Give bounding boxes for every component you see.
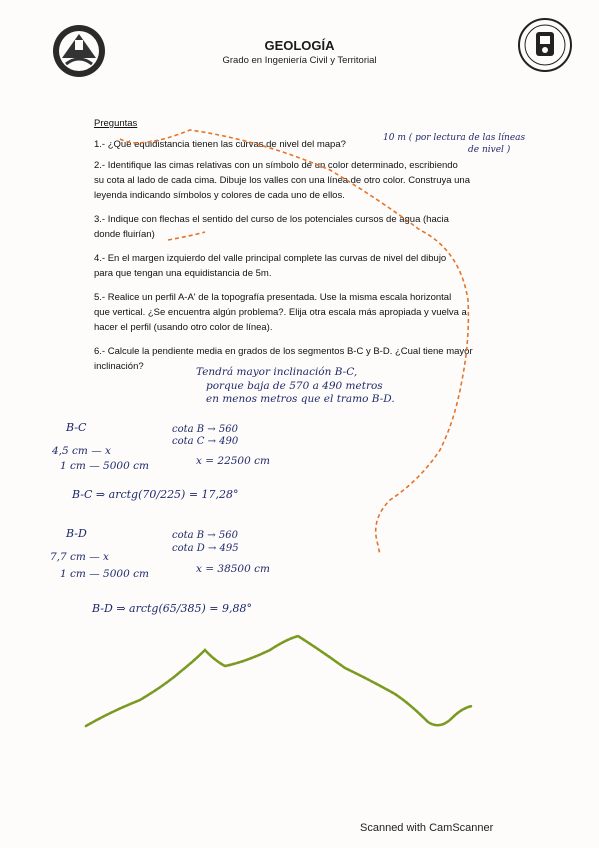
calc-bd-cota-d: cota D → 495 — [172, 543, 239, 554]
calc-bd-label: B-D — [66, 527, 87, 540]
question-4-line-2: para que tengan una equidistancia de 5m. — [94, 268, 272, 279]
calc-bd-ratio-2: 1 cm — 5000 cm — [60, 568, 149, 580]
calc-bd-x-result: x = 38500 cm — [196, 563, 270, 575]
question-1: 1.- ¿Qué equidistancia tienen las curvas de nivel del mapa? — [94, 139, 346, 150]
calc-bc-ratio-1: 4,5 cm — x — [52, 445, 111, 457]
camscanner-watermark: Scanned with CamScanner — [360, 822, 494, 834]
question-2-line-1: 2.- Identifique las cimas relativas con un símbolo de un color determinado, escribiendo — [94, 160, 458, 171]
question-1-answer-line-1: 10 m ( por lectura de las líneas — [383, 133, 526, 143]
question-6-line-2: inclinación? — [94, 361, 144, 372]
question-2-line-2: su cota al lado de cada cima. Dibuje los valles con una línea de otro color. Construya una — [94, 175, 471, 186]
calc-bc-ratio-2: 1 cm — 5000 cm — [60, 460, 149, 472]
question-4-line-1: 4.- En el margen izquierdo del valle principal complete las curvas de nivel del dibujo — [94, 253, 447, 264]
document-title: GEOLOGÍA — [264, 38, 335, 53]
question-3-line-2: donde fluirían) — [94, 229, 155, 240]
question-1-answer-line-2: de nivel ) — [468, 145, 511, 155]
question-5-line-3: hacer el perfil (usando otro color de línea). — [94, 322, 273, 333]
calc-bd-cota-b: cota B → 560 — [172, 530, 238, 541]
question-6-answer-line-2: porque baja de 570 a 490 metros — [206, 380, 383, 392]
calc-bc-cota-c: cota C → 490 — [172, 436, 239, 447]
calc-bd-ratio-1: 7,7 cm — x — [50, 551, 109, 563]
calc-bc-result: B-C ⇒ arctg(70/225) = 17,28° — [72, 488, 239, 501]
question-2-line-3: leyenda indicando símbolos y colores de cada uno de ellos. — [94, 190, 345, 201]
question-5-line-1: 5.- Realice un perfil A-A' de la topografía presentada. Use la misma escala horizontal — [94, 292, 452, 303]
calc-bc-label: B-C — [66, 421, 87, 434]
question-6-answer-line-1: Tendrá mayor inclinación B-C, — [196, 366, 358, 378]
calc-bd-result: B-D ⇒ arctg(65/385) = 9,88° — [92, 602, 252, 615]
document-subtitle: Grado en Ingeniería Civil y Territorial — [222, 55, 377, 66]
questions-heading: Preguntas — [94, 118, 138, 129]
question-6-line-1: 6.- Calcule la pendiente media en grados de los segmentos B-C y B-D. ¿Cual tiene mayor — [94, 346, 473, 357]
question-3-line-1: 3.- Indique con flechas el sentido del curso de los potenciales cursos de agua (hacia — [94, 214, 449, 225]
calc-bc-cota-b: cota B → 560 — [172, 424, 238, 435]
calc-bc-x-result: x = 22500 cm — [196, 455, 270, 467]
question-5-line-2: que vertical. ¿Se encuentra algún problema?. Elija otra escala más apropiada y vuelva a — [94, 307, 467, 318]
question-6-answer-line-3: en menos metros que el tramo B-D. — [206, 393, 395, 405]
